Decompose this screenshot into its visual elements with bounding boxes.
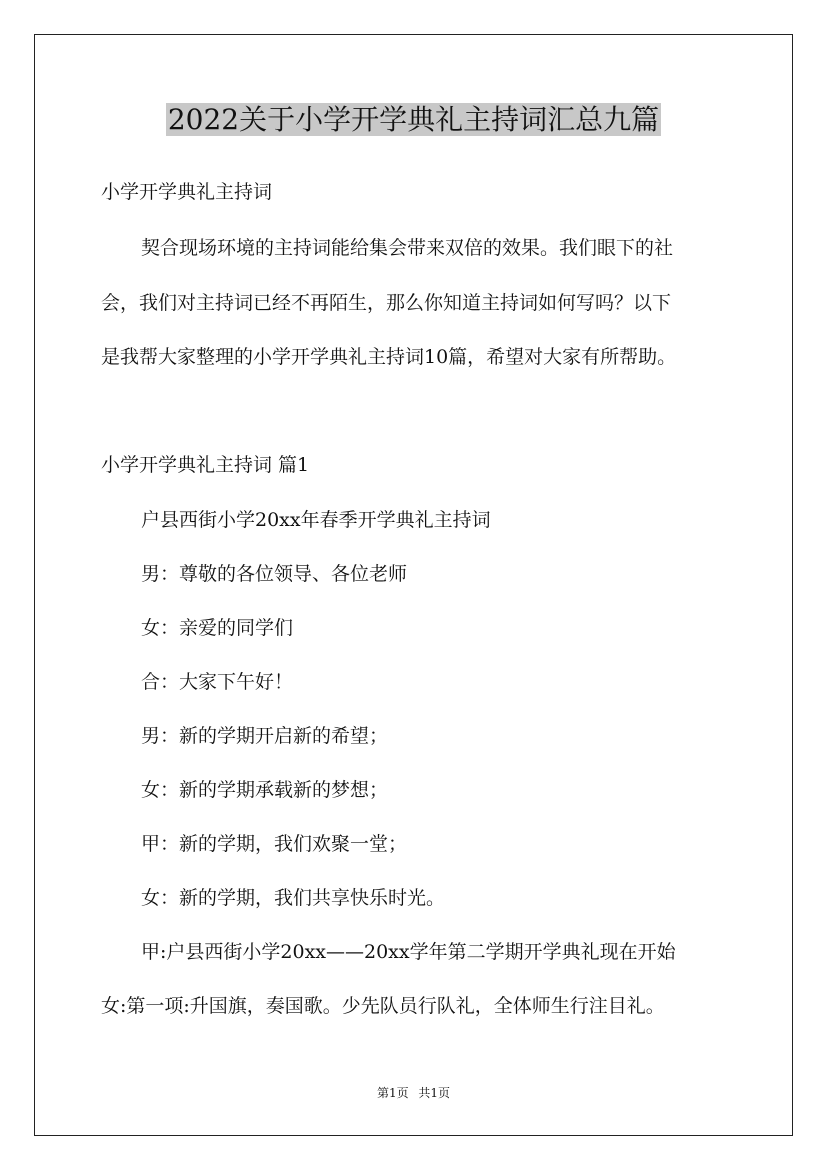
script-line: 甲:户县西街小学20xx——20xx学年第二学期开学典礼现在开始 xyxy=(141,941,676,963)
document-title: 2022关于小学开学典礼主持词汇总九篇 xyxy=(167,103,660,136)
script-line: 男：尊敬的各位领导、各位老师 xyxy=(141,563,408,585)
page-number: 第1页 xyxy=(376,1086,409,1100)
page-total: 共1页 xyxy=(418,1086,451,1100)
script-line: 户县西街小学20xx年春季开学典礼主持词 xyxy=(141,509,491,531)
script-line: 甲：新的学期，我们欢聚一堂； xyxy=(141,833,408,855)
script-line: 女：亲爱的同学们 xyxy=(141,617,294,639)
intro-paragraph-line: 会，我们对主持词已经不再陌生，那么你知道主持词如何写吗？以下 xyxy=(101,292,672,314)
script-line: 合：大家下午好！ xyxy=(141,671,294,693)
script-line: 女：新的学期承载新的梦想； xyxy=(141,779,389,801)
script-line: 男：新的学期开启新的希望； xyxy=(141,725,389,747)
page-footer xyxy=(0,1084,827,1102)
intro-heading: 小学开学典礼主持词 xyxy=(101,181,273,203)
intro-paragraph-line: 是我帮大家整理的小学开学典礼主持词10篇，希望对大家有所帮助。 xyxy=(101,346,677,368)
intro-paragraph-line: 契合现场环境的主持词能给集会带来双倍的效果。我们眼下的社 xyxy=(141,237,674,259)
script-line: 女:第一项:升国旗，奏国歌。少先队员行队礼，全体师生行注目礼。 xyxy=(101,995,665,1017)
section-heading: 小学开学典礼主持词 篇1 xyxy=(101,454,310,476)
script-line: 女：新的学期，我们共享快乐时光。 xyxy=(141,887,446,909)
